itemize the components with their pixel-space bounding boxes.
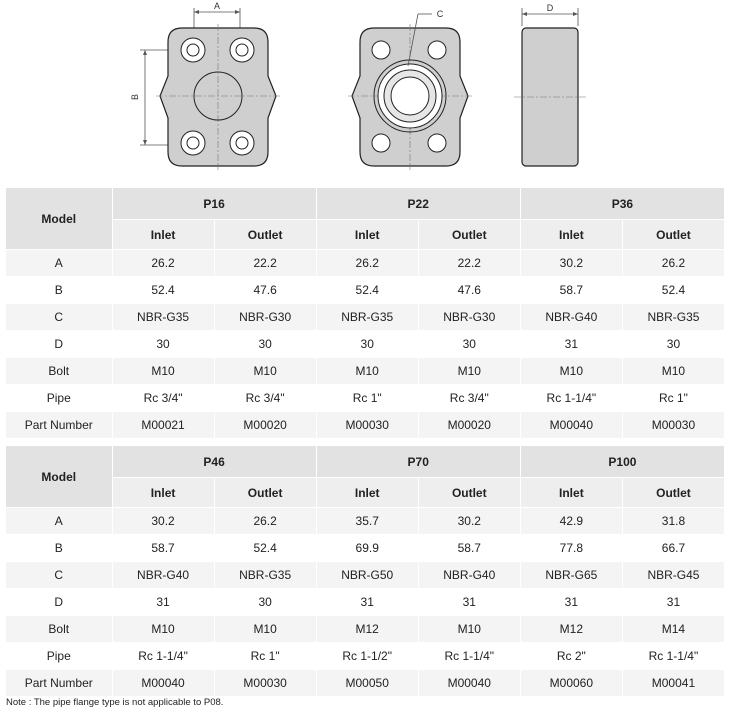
table-cell: 31	[520, 589, 622, 616]
table-cell: 31	[316, 589, 418, 616]
inlet-header: Inlet	[316, 478, 418, 508]
table-cell: NBR-G45	[622, 562, 724, 589]
inlet-header: Inlet	[112, 478, 214, 508]
table-cell: M10	[214, 358, 316, 385]
outlet-header: Outlet	[418, 220, 520, 250]
table-cell: Rc 3/4"	[214, 385, 316, 412]
table-cell: NBR-G35	[622, 304, 724, 331]
table-cell: M00030	[214, 670, 316, 697]
outlet-header: Outlet	[214, 220, 316, 250]
row-label: C	[6, 562, 112, 589]
table-cell: M00040	[418, 670, 520, 697]
inlet-header: Inlet	[316, 220, 418, 250]
row-label: B	[6, 535, 112, 562]
table-cell: 77.8	[520, 535, 622, 562]
inlet-header: Inlet	[112, 220, 214, 250]
table-row	[6, 250, 725, 277]
table-cell: Rc 3/4"	[112, 385, 214, 412]
dim-label-b: B	[130, 93, 140, 101]
row-label: Bolt	[6, 616, 112, 643]
table-subheader-row	[6, 478, 725, 508]
table-cell: Rc 1-1/4"	[520, 385, 622, 412]
table-row	[6, 589, 725, 616]
table-cell: 26.2	[316, 250, 418, 277]
spec-table-2	[6, 446, 725, 697]
table-cell: NBR-G65	[520, 562, 622, 589]
table-cell: 30	[622, 331, 724, 358]
table-cell: Rc 1"	[214, 643, 316, 670]
row-label: Pipe	[6, 385, 112, 412]
table-cell: 26.2	[112, 250, 214, 277]
table-cell: M00030	[622, 412, 724, 439]
outlet-header: Outlet	[622, 478, 724, 508]
table-cell: M14	[622, 616, 724, 643]
table-cell: Rc 1"	[622, 385, 724, 412]
table-cell: M00041	[622, 670, 724, 697]
table-cell: NBR-G50	[316, 562, 418, 589]
table-header-row	[6, 188, 725, 220]
table-cell: M12	[520, 616, 622, 643]
table-cell: 31	[520, 331, 622, 358]
table-cell: 47.6	[418, 277, 520, 304]
row-label: D	[6, 331, 112, 358]
spec-table-1	[6, 188, 725, 439]
table-cell: 30	[214, 589, 316, 616]
table-cell: M10	[112, 616, 214, 643]
row-label: A	[6, 250, 112, 277]
table-cell: M10	[520, 358, 622, 385]
table-cell: 22.2	[418, 250, 520, 277]
table-row	[6, 277, 725, 304]
table-cell: NBR-G40	[112, 562, 214, 589]
table-row	[6, 562, 725, 589]
table-cell: Rc 1-1/4"	[622, 643, 724, 670]
table-cell: 66.7	[622, 535, 724, 562]
table-cell: 31.8	[622, 508, 724, 535]
table-row	[6, 385, 725, 412]
table-cell: NBR-G35	[316, 304, 418, 331]
table-cell: 30	[418, 331, 520, 358]
group-header: P46	[112, 446, 316, 478]
table-header-row	[6, 446, 725, 478]
group-header: P100	[520, 446, 724, 478]
table-row	[6, 616, 725, 643]
table-cell: M10	[418, 616, 520, 643]
row-label: C	[6, 304, 112, 331]
table-row	[6, 358, 725, 385]
model-header: Model	[6, 188, 112, 250]
table-cell: Rc 1-1/4"	[418, 643, 520, 670]
row-label: D	[6, 589, 112, 616]
table-cell: 47.6	[214, 277, 316, 304]
table-cell: NBR-G30	[214, 304, 316, 331]
model-header: Model	[6, 446, 112, 508]
table-cell: M12	[316, 616, 418, 643]
table-cell: 35.7	[316, 508, 418, 535]
row-label: Part Number	[6, 412, 112, 439]
table-cell: Rc 2"	[520, 643, 622, 670]
table-row	[6, 670, 725, 697]
inlet-header: Inlet	[520, 220, 622, 250]
table-cell: M00020	[214, 412, 316, 439]
table-row	[6, 331, 725, 358]
table-cell: 52.4	[112, 277, 214, 304]
flange-back-view	[348, 9, 472, 170]
table-cell: NBR-G35	[214, 562, 316, 589]
table-cell: 58.7	[112, 535, 214, 562]
table-row	[6, 643, 725, 670]
row-label: Bolt	[6, 358, 112, 385]
row-label: A	[6, 508, 112, 535]
table-cell: Rc 1-1/2"	[316, 643, 418, 670]
group-header: P22	[316, 188, 520, 220]
dim-label-a: A	[213, 1, 221, 11]
table-cell: 26.2	[622, 250, 724, 277]
table-cell: 30.2	[112, 508, 214, 535]
table-cell: NBR-G35	[112, 304, 214, 331]
table-cell: M00040	[520, 412, 622, 439]
table-cell: 58.7	[418, 535, 520, 562]
outlet-header: Outlet	[622, 220, 724, 250]
table-cell: 31	[622, 589, 724, 616]
group-header: P70	[316, 446, 520, 478]
table-body	[6, 508, 725, 697]
table-cell: 58.7	[520, 277, 622, 304]
table-cell: M00020	[418, 412, 520, 439]
row-label: Pipe	[6, 643, 112, 670]
table-cell: NBR-G40	[418, 562, 520, 589]
table-cell: M10	[622, 358, 724, 385]
inlet-header: Inlet	[520, 478, 622, 508]
table-cell: M00060	[520, 670, 622, 697]
table-subheader-row	[6, 220, 725, 250]
table-cell: 26.2	[214, 508, 316, 535]
table-body	[6, 250, 725, 439]
table-cell: 30	[214, 331, 316, 358]
table-cell: 30.2	[520, 250, 622, 277]
outlet-header: Outlet	[418, 478, 520, 508]
table-cell: M00030	[316, 412, 418, 439]
table-cell: 30	[112, 331, 214, 358]
table-cell: M10	[112, 358, 214, 385]
table-cell: 69.9	[316, 535, 418, 562]
table-cell: NBR-G30	[418, 304, 520, 331]
table-cell: M00050	[316, 670, 418, 697]
table-cell: Rc 1"	[316, 385, 418, 412]
table-row	[6, 535, 725, 562]
table-row	[6, 304, 725, 331]
footnote: Note : The pipe flange type is not applicable to P08.	[6, 697, 224, 708]
row-label: Part Number	[6, 670, 112, 697]
group-header: P16	[112, 188, 316, 220]
table-cell: 52.4	[214, 535, 316, 562]
table-cell: M00040	[112, 670, 214, 697]
row-label: B	[6, 277, 112, 304]
table-cell: M00021	[112, 412, 214, 439]
flange-front-view	[130, 1, 280, 170]
table-cell: Rc 1-1/4"	[112, 643, 214, 670]
group-header: P36	[520, 188, 724, 220]
table-cell: 30.2	[418, 508, 520, 535]
table-cell: 42.9	[520, 508, 622, 535]
table-row	[6, 508, 725, 535]
flange-side-view	[514, 3, 586, 166]
table-cell: 31	[112, 589, 214, 616]
table-cell: 31	[418, 589, 520, 616]
table-cell: M10	[214, 616, 316, 643]
table-cell: 30	[316, 331, 418, 358]
table-cell: Rc 3/4"	[418, 385, 520, 412]
table-cell: M10	[316, 358, 418, 385]
dim-label-d: D	[546, 3, 554, 13]
table-cell: M10	[418, 358, 520, 385]
table-row	[6, 412, 725, 439]
outlet-header: Outlet	[214, 478, 316, 508]
dim-label-c: C	[436, 9, 444, 19]
table-cell: 22.2	[214, 250, 316, 277]
table-cell: NBR-G40	[520, 304, 622, 331]
flange-drawings	[0, 0, 730, 186]
table-cell: 52.4	[316, 277, 418, 304]
table-cell: 52.4	[622, 277, 724, 304]
